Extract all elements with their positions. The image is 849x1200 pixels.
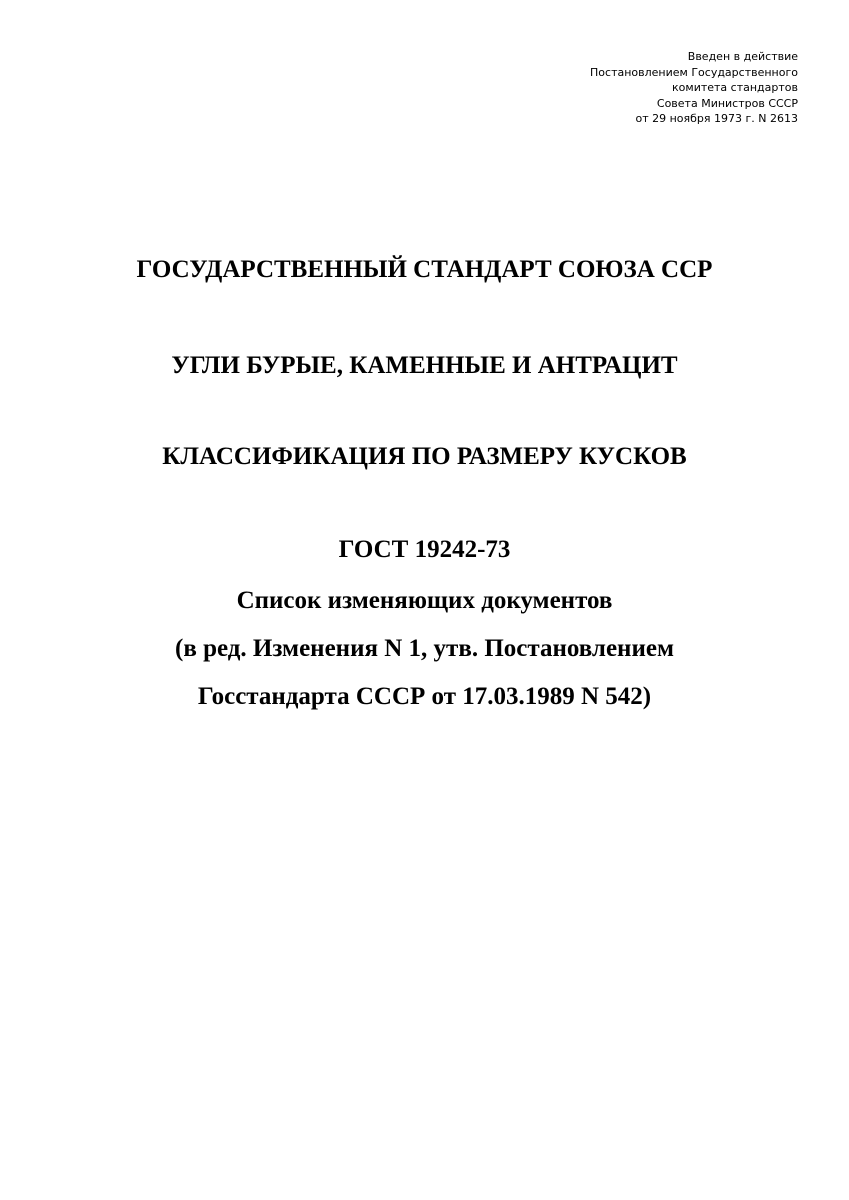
gost-number: ГОСТ 19242-73 [338, 536, 511, 563]
classification-title: КЛАССИФИКАЦИЯ ПО РАЗМЕРУ КУСКОВ [162, 443, 687, 470]
enactment-line: Постановлением Государственного [590, 65, 798, 79]
state-standard-heading: ГОСУДАРСТВЕННЫЙ СТАНДАРТ СОЮЗА ССР [136, 256, 713, 283]
enactment-note [478, 49, 798, 127]
enactment-line: от 29 ноября 1973 г. N 2613 [635, 112, 798, 125]
document-subject-title: УГЛИ БУРЫЕ, КАМЕННЫЕ И АНТРАЦИТ [171, 352, 678, 379]
enactment-line: комитета стандартов [672, 81, 798, 94]
changes-list-title: Список изменяющих документов [236, 587, 613, 614]
enactment-line: Введен в действие [687, 50, 798, 63]
changes-reference-line-2: Госстандарта СССР от 17.03.1989 N 542) [197, 683, 652, 710]
enactment-line: Совета Министров СССР [656, 96, 798, 110]
changes-reference-line-1: (в ред. Изменения N 1, утв. Постановлением [175, 635, 674, 662]
